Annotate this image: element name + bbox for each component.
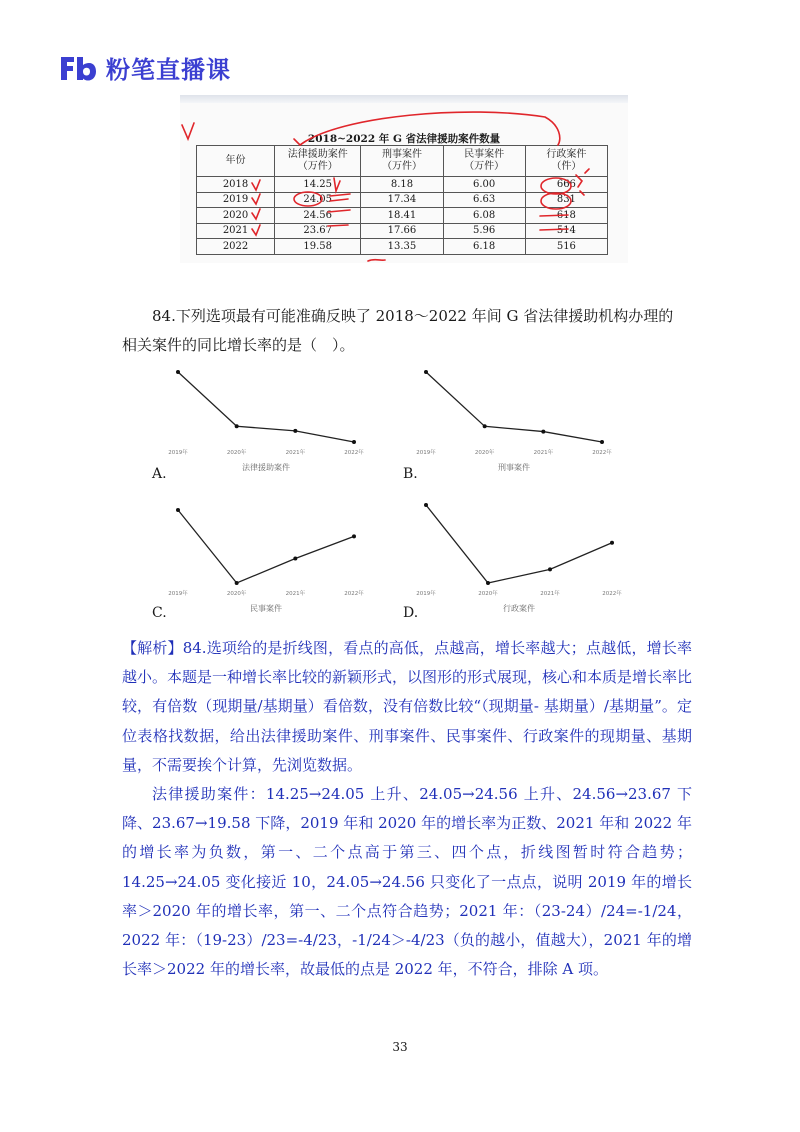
table-cell: 618 [525, 208, 607, 224]
x-tick-label: 2019年 [416, 591, 436, 597]
analysis-text-1: 84.选项给的是折线图，看点的高低，点越高，增长率越大；点越低，增长率越小。本题是一种增长率比较的新颖形式，以图形的形式展现，核心和本质是增长率比较，有倍数（现期量/基期量）看倍数，没有倍数比较“（现期量- 基期量）/基期量”。定位表格找数据，给出法律援助案件、刑事案件、民事案件、行政案件的现期量、基期量，不需要挨个计算，先浏览数据。 [122, 639, 693, 774]
analysis-tag: 【解析】 [122, 639, 183, 657]
option-a-label: A. [152, 466, 167, 482]
option-c-chart [166, 500, 376, 615]
table-cell: 831 [525, 192, 607, 208]
table-cell: 514 [525, 223, 607, 239]
chart-caption: 行政案件 [503, 604, 535, 613]
table-figure [180, 95, 628, 263]
x-tick-label: 2021年 [285, 450, 306, 456]
header-label: 行政案件 [546, 149, 587, 160]
x-tick-label: 2021年 [285, 591, 306, 597]
option-c-label: C. [152, 605, 167, 621]
data-point [483, 424, 487, 428]
table-header-cell: 年份 [197, 146, 275, 177]
x-tick-label: 2020年 [474, 450, 495, 456]
question-text: 84.下列选项最有可能准确反映了 2018～2022 年间 G 省法律援助机构办理的 [152, 307, 674, 325]
question-line-2: 相关案件的同比增长率的是（ ）。 [122, 336, 355, 354]
table-cell: 18.41 [361, 208, 443, 224]
table-cell: 2021 [197, 223, 275, 239]
table-cell: 2020 [197, 208, 275, 224]
data-point [235, 424, 239, 428]
table-cell: 17.34 [361, 192, 443, 208]
answer-analysis [122, 634, 692, 984]
header-unit: （万件） [297, 161, 338, 172]
analysis-paragraph-2: 法律援助案件：14.25→24.05 上升、24.05→24.56 上升、24.56→23.67 下降、23.67→19.58 下降，2019 年和 2020 年的增长率为正数、2021 年和 2022 年的增长率为负数，第一、二个点高于第三、四个点，折线图暂时符合趋势；14.25→24.05 变化接近 10，24.05→24.56 只变化了一点点，说明 2019 年的增长率＞2020 年的增长率，第一、二个点符合趋势；2021 年：（23-24）/24=-1/24，2022 年：（19-23）/23=-4/23，-1/24＞-4/23（负的越小，值越大），2021 年的增长率＞2022 年的增长率，故最低的点是 2022 年，不符合，排除 A 项。 [122, 785, 692, 979]
question-line-1 [122, 302, 692, 331]
table-row [197, 192, 608, 208]
chart-caption: 刑事案件 [498, 463, 530, 472]
question-84 [122, 302, 692, 360]
fb-logo-icon [58, 53, 98, 83]
series-line [178, 372, 354, 442]
x-tick-label: 2022年 [344, 591, 364, 597]
data-point [548, 567, 552, 571]
table-cell: 24.56 [275, 208, 361, 224]
x-tick-label: 2019年 [416, 450, 436, 456]
table-header-row [197, 146, 608, 177]
page-number: 33 [392, 1040, 408, 1054]
data-point [235, 581, 239, 585]
data-point [352, 440, 356, 444]
brand-name: 粉笔直播课 [106, 56, 231, 84]
series-line [178, 510, 354, 583]
series-line [426, 372, 602, 442]
table-title: 2018~2022 年 G 省法律援助案件数量 [307, 133, 501, 145]
table-row [197, 177, 608, 193]
header-unit: （件） [551, 161, 582, 172]
option-a-chart [166, 362, 376, 474]
x-tick-label: 2019年 [168, 450, 188, 456]
table-row [197, 223, 608, 239]
option-b-label: B. [403, 466, 418, 482]
header-label: 刑事案件 [381, 149, 422, 160]
data-point [352, 534, 356, 538]
header-unit: （万件） [381, 161, 422, 172]
data-point [293, 557, 297, 561]
brand-logo [58, 50, 231, 85]
data-point [486, 581, 490, 585]
table-cell: 2019 [197, 192, 275, 208]
option-d-label: D. [403, 605, 419, 621]
table-header-cell [275, 146, 361, 177]
data-point [176, 370, 180, 374]
cases-table [196, 145, 608, 255]
table-header-cell [525, 146, 607, 177]
table-cell: 23.67 [275, 223, 361, 239]
table-cell: 13.35 [361, 239, 443, 255]
x-tick-label: 2021年 [540, 591, 560, 597]
screenshot-top-strip [180, 95, 628, 103]
data-point [424, 503, 428, 507]
table-cell: 6.63 [443, 192, 525, 208]
table-header-cell [443, 146, 525, 177]
x-tick-label: 2022年 [602, 591, 622, 597]
table-cell: 5.96 [443, 223, 525, 239]
table-cell: 24.05 [275, 192, 361, 208]
data-point [293, 429, 297, 433]
x-tick-label: 2019年 [168, 591, 188, 597]
table-cell: 666 [525, 177, 607, 193]
header-label: 法律援助案件 [287, 149, 348, 160]
table-cell: 2022 [197, 239, 275, 255]
table-cell: 8.18 [361, 177, 443, 193]
x-tick-label: 2022年 [344, 450, 364, 456]
table-cell: 14.25 [275, 177, 361, 193]
header-unit: （万件） [464, 161, 505, 172]
x-tick-label: 2020年 [226, 450, 247, 456]
data-point [600, 440, 604, 444]
table-cell: 516 [525, 239, 607, 255]
table-cell: 17.66 [361, 223, 443, 239]
chart-caption: 法律援助案件 [242, 463, 290, 472]
x-tick-label: 2021年 [533, 450, 554, 456]
table-cell: 2018 [197, 177, 275, 193]
table-header-cell [361, 146, 443, 177]
option-d-chart [414, 495, 634, 615]
x-tick-label: 2020年 [478, 591, 498, 597]
analysis-paragraph-1 [122, 634, 692, 780]
table-cell: 6.18 [443, 239, 525, 255]
table-cell: 6.08 [443, 208, 525, 224]
table-cell: 6.00 [443, 177, 525, 193]
table-cell: 19.58 [275, 239, 361, 255]
table-row [197, 208, 608, 224]
header-label: 民事案件 [464, 149, 505, 160]
data-point [541, 430, 545, 434]
table-row [197, 239, 608, 255]
data-point [610, 541, 614, 545]
chart-caption: 民事案件 [250, 604, 282, 613]
data-point [176, 508, 180, 512]
data-point [424, 370, 428, 374]
series-line [426, 505, 612, 583]
x-tick-label: 2022年 [592, 450, 612, 456]
x-tick-label: 2020年 [226, 591, 247, 597]
option-b-chart [414, 362, 624, 474]
